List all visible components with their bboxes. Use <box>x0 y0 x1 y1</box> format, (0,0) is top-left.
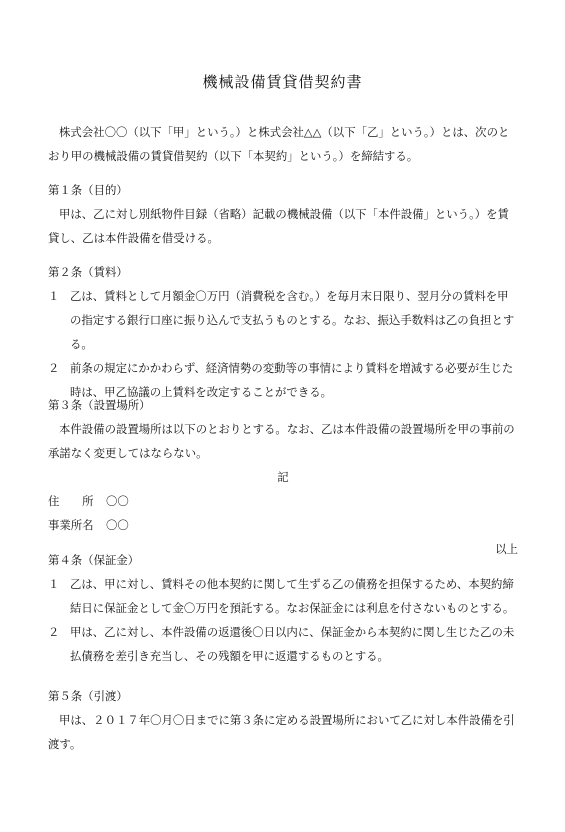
article-1-body: 甲は、乙に対し別紙物件目録（省略）記載の機械設備（以下「本件設備」という。）を賃貸し、乙は本件設備を借受ける。 <box>48 207 509 245</box>
ijou-marker: 以上 <box>495 542 518 556</box>
office-row <box>48 513 518 537</box>
article-1-heading: 第１条（目的） <box>48 183 128 197</box>
article-5-heading: 第５条（引渡） <box>48 689 128 703</box>
address-label: 住 所 <box>48 494 94 508</box>
item-text: 乙は、甲に対し、賃料その他本契約に関して生ずる乙の債務を担保するため、本契約締結日に保証金として金〇万円を預託する。なお保証金には利息を付さないものとする。 <box>70 577 515 615</box>
item-number: １ <box>48 289 60 303</box>
article-5-body: 甲は、２０１７年〇月〇日までに第３条に定める設置場所において乙に対し本件設備を引渡す。 <box>48 713 515 751</box>
article-3-heading: 第３条（設置場所） <box>48 398 151 412</box>
article-3 <box>48 393 518 561</box>
article-2-item-1 <box>48 284 518 356</box>
item-text: 乙は、賃料として月額金〇万円（消費税を含む。）を毎月末日限り、翌月分の賃料を甲の指定する銀行口座に振り込んで支払うものとする。なお、振込手数料は乙の負担とする。 <box>70 289 515 351</box>
item-number: ２ <box>48 625 60 639</box>
ki-marker: 記 <box>277 470 289 484</box>
address-value: 〇〇 <box>106 494 129 508</box>
article-4 <box>48 548 518 668</box>
preamble-text: 株式会社〇〇（以下「甲」という。）と株式会社△△（以下「乙」という。）とは、次のとおり甲の機械設備の賃貸借契約（以下「本契約」という。）を締結する。 <box>48 125 510 163</box>
article-4-item-2 <box>48 620 518 668</box>
article-1 <box>48 178 518 250</box>
article-3-body: 本件設備の設置場所は以下のとおりとする。なお、乙は本件設備の設置場所を甲の事前の承諾なく変更してはならない。 <box>48 422 515 460</box>
document-title: 機械設備賃貸借契約書 <box>202 73 363 91</box>
item-number: ２ <box>48 361 60 375</box>
article-4-heading: 第４条（保証金） <box>48 553 140 567</box>
item-text: 甲は、乙に対し、本件設備の返還後〇日以内に、保証金から本契約に関し生じた乙の未払債務を差引き充当し、その残額を甲に返還するものとする。 <box>70 625 515 663</box>
item-number: １ <box>48 577 60 591</box>
article-4-item-1 <box>48 572 518 620</box>
article-2 <box>48 260 518 404</box>
article-5 <box>48 684 518 756</box>
item-text: 前条の規定にかかわらず、経済情勢の変動等の事情により賃料を増減する必要が生じた時は、甲乙協議の上賃料を改定することができる。 <box>70 361 514 399</box>
office-value: 〇〇 <box>106 518 129 532</box>
preamble-section <box>48 120 518 168</box>
address-row <box>48 489 518 513</box>
office-label: 事業所名 <box>48 518 94 532</box>
article-2-heading: 第２条（賃料） <box>48 265 128 279</box>
